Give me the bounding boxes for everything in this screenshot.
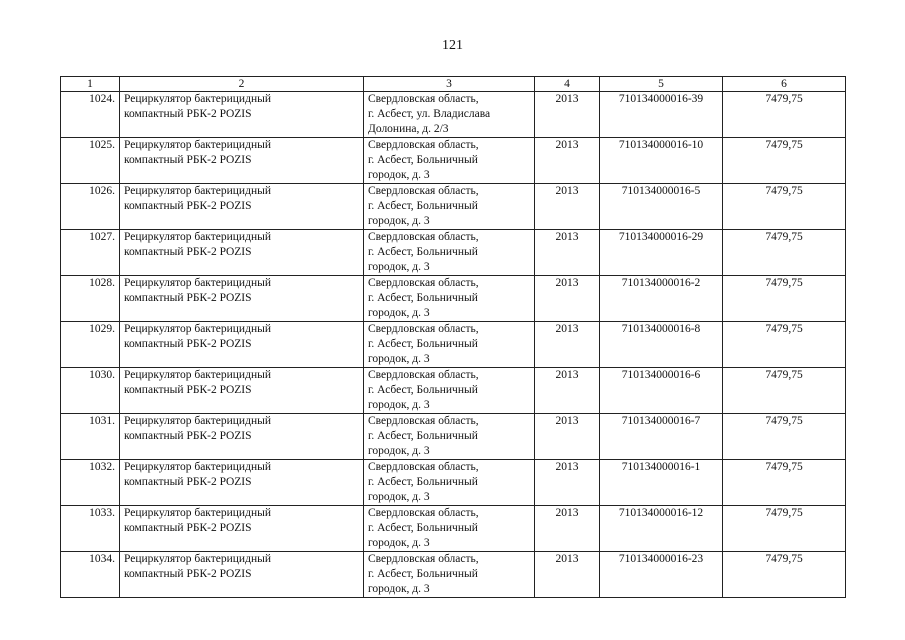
item-address-line: Свердловская область, [368, 231, 479, 243]
table-row [61, 138, 846, 184]
inventory-number: 710134000016-23 [600, 552, 723, 598]
item-address-line: Свердловская область, [368, 461, 479, 473]
item-cost: 7479,75 [723, 552, 846, 598]
item-name-line: Рециркулятор бактерицидный [124, 415, 271, 427]
item-year: 2013 [535, 138, 600, 184]
item-name-line: компактный РБК-2 POZIS [124, 292, 252, 304]
item-address [364, 368, 535, 414]
inventory-table [60, 76, 846, 598]
row-number: 1031. [61, 414, 120, 460]
item-year: 2013 [535, 276, 600, 322]
item-year: 2013 [535, 230, 600, 276]
item-address-line: Свердловская область, [368, 139, 479, 151]
item-name-line: компактный РБК-2 POZIS [124, 384, 252, 396]
item-cost: 7479,75 [723, 322, 846, 368]
item-name-line: Рециркулятор бактерицидный [124, 231, 271, 243]
item-address-line: г. Асбест, Больничный [368, 200, 478, 212]
item-name-line: Рециркулятор бактерицидный [124, 277, 271, 289]
table-row [61, 414, 846, 460]
item-address [364, 230, 535, 276]
row-number: 1027. [61, 230, 120, 276]
item-address [364, 276, 535, 322]
item-year: 2013 [535, 506, 600, 552]
item-address-line: г. Асбест, Больничный [368, 292, 478, 304]
column-header-5: 5 [600, 77, 723, 92]
row-number: 1024. [61, 92, 120, 138]
item-address-line: городок, д. 3 [368, 491, 430, 503]
item-year: 2013 [535, 552, 600, 598]
row-number: 1028. [61, 276, 120, 322]
item-address-line: Свердловская область, [368, 369, 479, 381]
item-cost: 7479,75 [723, 368, 846, 414]
item-name-line: Рециркулятор бактерицидный [124, 323, 271, 335]
item-name-line: Рециркулятор бактерицидный [124, 553, 271, 565]
row-number: 1025. [61, 138, 120, 184]
inventory-number: 710134000016-7 [600, 414, 723, 460]
column-header-1: 1 [61, 77, 120, 92]
item-address-line: Свердловская область, [368, 323, 479, 335]
item-name-line: Рециркулятор бактерицидный [124, 507, 271, 519]
item-address-line: городок, д. 3 [368, 537, 430, 549]
item-name [120, 230, 364, 276]
table-row [61, 92, 846, 138]
item-name-line: компактный РБК-2 POZIS [124, 338, 252, 350]
item-name [120, 184, 364, 230]
item-name-line: компактный РБК-2 POZIS [124, 430, 252, 442]
item-name [120, 322, 364, 368]
column-header-4: 4 [535, 77, 600, 92]
inventory-number: 710134000016-8 [600, 322, 723, 368]
table-row [61, 552, 846, 598]
item-year: 2013 [535, 184, 600, 230]
item-address-line: Свердловская область, [368, 277, 479, 289]
item-address-line: г. Асбест, Больничный [368, 338, 478, 350]
item-address-line: г. Асбест, Больничный [368, 246, 478, 258]
item-address [364, 184, 535, 230]
inventory-number: 710134000016-29 [600, 230, 723, 276]
table-row [61, 184, 846, 230]
item-name-line: компактный РБК-2 POZIS [124, 154, 252, 166]
item-address-line: городок, д. 3 [368, 399, 430, 411]
item-name-line: компактный РБК-2 POZIS [124, 200, 252, 212]
item-address-line: Свердловская область, [368, 507, 479, 519]
table-row [61, 506, 846, 552]
item-cost: 7479,75 [723, 276, 846, 322]
item-address [364, 460, 535, 506]
item-year: 2013 [535, 414, 600, 460]
row-number: 1034. [61, 552, 120, 598]
inventory-number: 710134000016-1 [600, 460, 723, 506]
item-year: 2013 [535, 92, 600, 138]
item-address-line: г. Асбест, Больничный [368, 568, 478, 580]
item-address-line: г. Асбест, Больничный [368, 476, 478, 488]
item-address-line: Долонина, д. 2/3 [368, 123, 449, 135]
item-name [120, 414, 364, 460]
item-name-line: компактный РБК-2 POZIS [124, 522, 252, 534]
item-cost: 7479,75 [723, 460, 846, 506]
item-address-line: городок, д. 3 [368, 307, 430, 319]
item-address-line: Свердловская область, [368, 185, 479, 197]
item-name-line: компактный РБК-2 POZIS [124, 568, 252, 580]
table-row [61, 368, 846, 414]
item-address-line: Свердловская область, [368, 415, 479, 427]
item-address-line: Свердловская область, [368, 553, 479, 565]
item-cost: 7479,75 [723, 184, 846, 230]
item-year: 2013 [535, 368, 600, 414]
item-address [364, 552, 535, 598]
table-header-row [61, 77, 846, 92]
item-address [364, 322, 535, 368]
row-number: 1032. [61, 460, 120, 506]
item-address-line: городок, д. 3 [368, 445, 430, 457]
item-name [120, 506, 364, 552]
item-name-line: Рециркулятор бактерицидный [124, 369, 271, 381]
inventory-number: 710134000016-2 [600, 276, 723, 322]
column-header-2: 2 [120, 77, 364, 92]
item-address [364, 92, 535, 138]
row-number: 1033. [61, 506, 120, 552]
item-year: 2013 [535, 322, 600, 368]
item-address-line: г. Асбест, Больничный [368, 384, 478, 396]
item-address-line: г. Асбест, Больничный [368, 154, 478, 166]
item-name [120, 368, 364, 414]
inventory-number: 710134000016-5 [600, 184, 723, 230]
item-address-line: г. Асбест, ул. Владислава [368, 108, 491, 120]
table-row [61, 276, 846, 322]
row-number: 1029. [61, 322, 120, 368]
table-row [61, 460, 846, 506]
item-name-line: компактный РБК-2 POZIS [124, 476, 252, 488]
column-header-6: 6 [723, 77, 846, 92]
item-name-line: Рециркулятор бактерицидный [124, 139, 271, 151]
inventory-number: 710134000016-39 [600, 92, 723, 138]
table-body [61, 92, 846, 598]
item-year: 2013 [535, 460, 600, 506]
item-name [120, 276, 364, 322]
table-row [61, 230, 846, 276]
item-name-line: Рециркулятор бактерицидный [124, 185, 271, 197]
item-name [120, 460, 364, 506]
item-address-line: городок, д. 3 [368, 169, 430, 181]
inventory-number: 710134000016-12 [600, 506, 723, 552]
item-name-line: компактный РБК-2 POZIS [124, 246, 252, 258]
item-cost: 7479,75 [723, 506, 846, 552]
inventory-number: 710134000016-10 [600, 138, 723, 184]
item-address-line: городок, д. 3 [368, 215, 430, 227]
item-name-line: Рециркулятор бактерицидный [124, 461, 271, 473]
inventory-number: 710134000016-6 [600, 368, 723, 414]
table-row [61, 322, 846, 368]
item-address-line: г. Асбест, Больничный [368, 430, 478, 442]
item-address [364, 138, 535, 184]
item-name [120, 138, 364, 184]
row-number: 1026. [61, 184, 120, 230]
item-name-line: компактный РБК-2 POZIS [124, 108, 252, 120]
item-cost: 7479,75 [723, 414, 846, 460]
item-name [120, 552, 364, 598]
column-header-3: 3 [364, 77, 535, 92]
item-name-line: Рециркулятор бактерицидный [124, 93, 271, 105]
item-name [120, 92, 364, 138]
item-address-line: городок, д. 3 [368, 261, 430, 273]
item-address-line: городок, д. 3 [368, 583, 430, 595]
page-number: 121 [442, 38, 463, 53]
item-cost: 7479,75 [723, 138, 846, 184]
item-cost: 7479,75 [723, 92, 846, 138]
item-address-line: городок, д. 3 [368, 353, 430, 365]
item-address [364, 506, 535, 552]
row-number: 1030. [61, 368, 120, 414]
item-cost: 7479,75 [723, 230, 846, 276]
item-address-line: Свердловская область, [368, 93, 479, 105]
item-address-line: г. Асбест, Больничный [368, 522, 478, 534]
item-address [364, 414, 535, 460]
